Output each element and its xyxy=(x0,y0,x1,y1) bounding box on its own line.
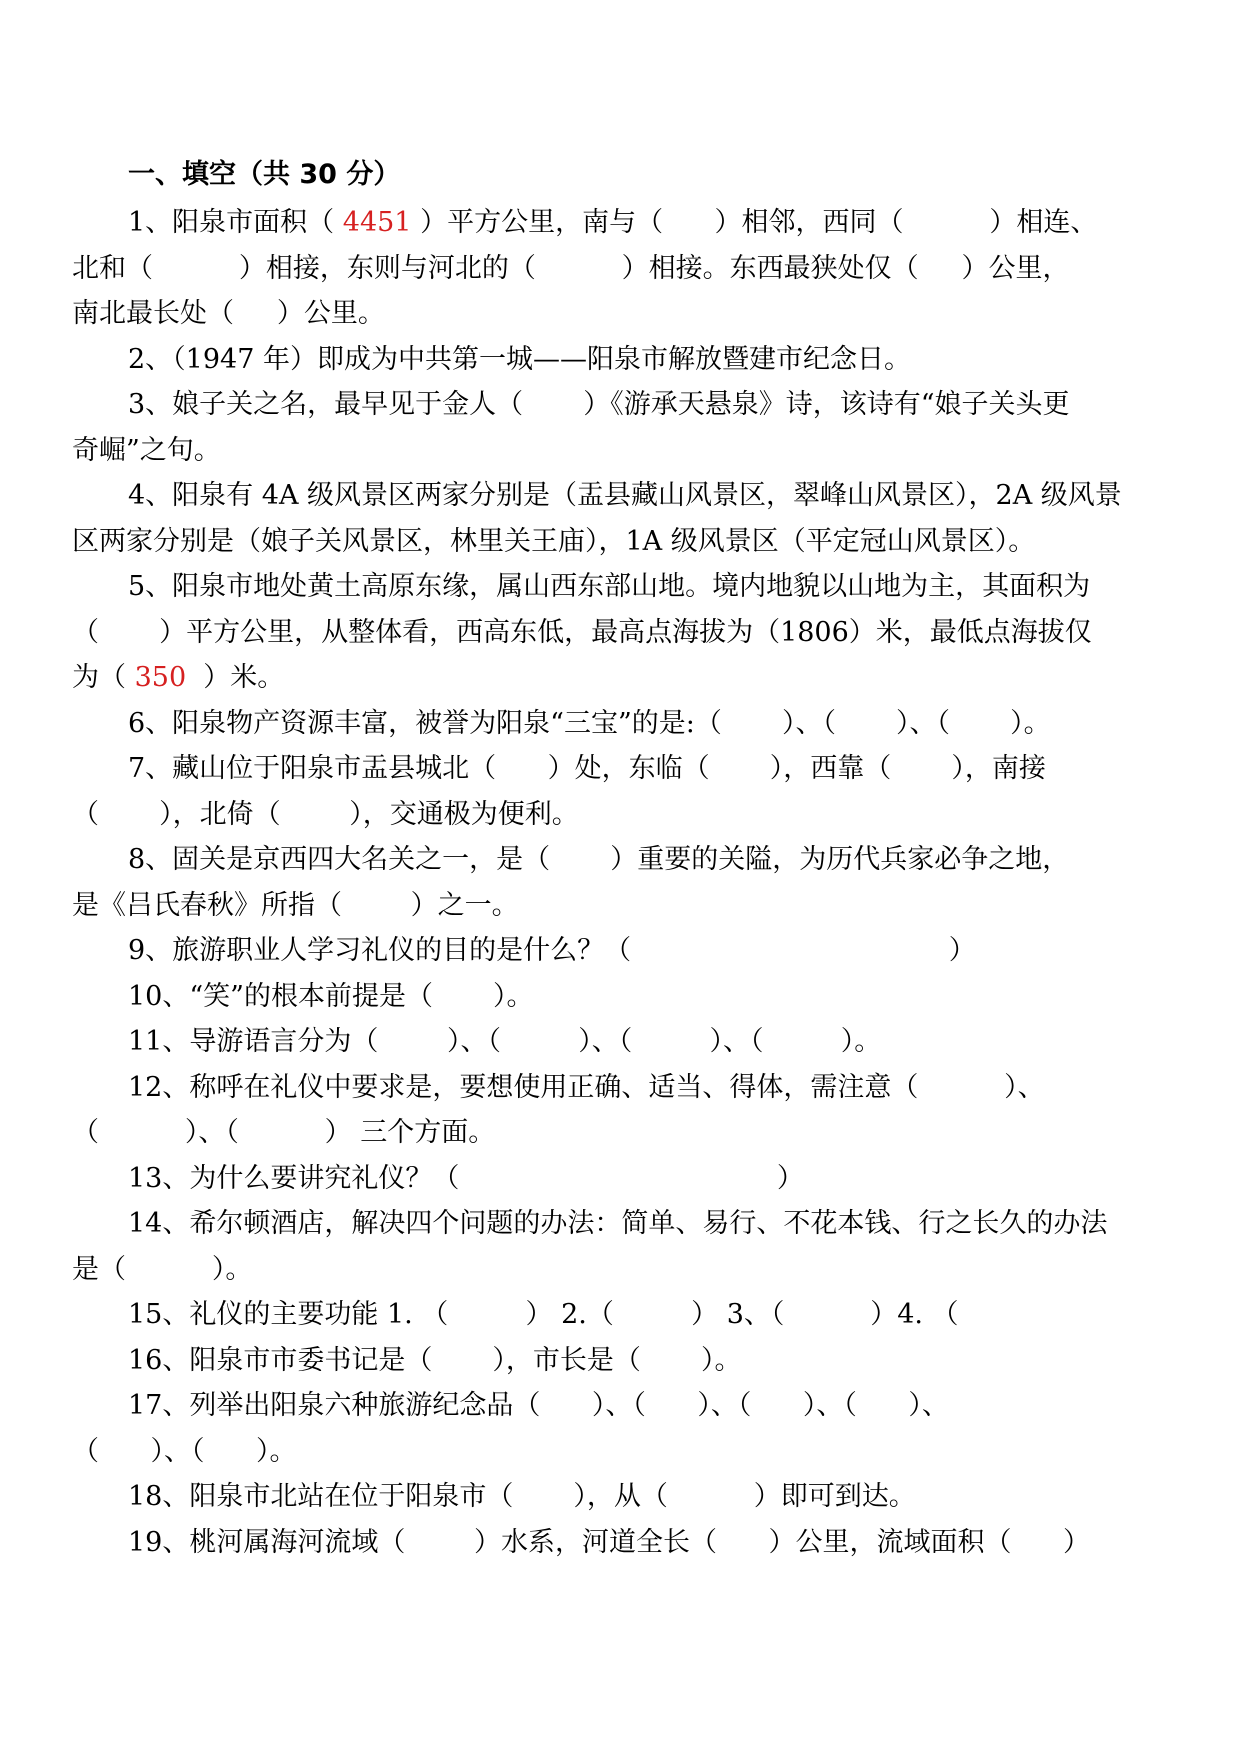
question-line xyxy=(72,473,1172,519)
question-text: 5、阳泉市地处黄土高原东缘，属山西东部山地。境内地貌以山地为主，其面积为 xyxy=(128,571,1091,602)
question-line xyxy=(72,1520,1172,1566)
question-text: （ ）平方公里，从整体看，西高东低，最高点海拔为（1806）米，最低点海拔仅 xyxy=(72,616,1092,648)
question-body xyxy=(72,200,1172,1565)
question-line xyxy=(72,382,1172,428)
filled-answer: 4451 xyxy=(342,207,412,238)
question-line xyxy=(72,746,1172,792)
question-line xyxy=(72,291,1172,337)
question-text: 6、阳泉物产资源丰富，被誉为阳泉“三宝”的是:（ ）、（ ）、（ ）。 xyxy=(128,707,1051,739)
question-line xyxy=(72,1019,1172,1065)
question-text: 16、阳泉市市委书记是（ ），市长是（ ）。 xyxy=(128,1344,742,1376)
question-text: 11、导游语言分为（ ）、（ ）、（ ）、（ ）。 xyxy=(128,1026,882,1057)
question-line xyxy=(72,610,1172,656)
question-text: 4、阳泉有 4A 级风景区两家分别是（盂县藏山风景区，翠峰山风景区），2A 级风景 xyxy=(128,480,1122,511)
question-line xyxy=(72,1247,1172,1293)
question-text: 13、为什么要讲究礼仪？（ ） xyxy=(128,1162,804,1194)
filled-answer: 350 xyxy=(134,662,187,693)
question-line xyxy=(72,246,1172,292)
question-line xyxy=(72,701,1172,747)
section-title: 一、填空（共 30 分） xyxy=(128,159,401,190)
question-text: 14、希尔顿酒店，解决四个问题的办法：简单、易行、不花本钱、行之长久的办法 xyxy=(128,1208,1108,1239)
question-line xyxy=(72,792,1172,838)
question-line xyxy=(72,655,1172,701)
question-line xyxy=(72,1110,1172,1156)
question-text: （ ）、（ ） 三个方面。 xyxy=(72,1117,496,1148)
question-text: 18、阳泉市北站在位于阳泉市（ ），从（ ）即可到达。 xyxy=(128,1481,916,1512)
question-line xyxy=(72,1201,1172,1247)
question-line xyxy=(72,1383,1172,1429)
question-line xyxy=(72,1065,1172,1111)
question-text: 7、藏山位于阳泉市盂县城北（ ）处，东临（ ），西靠（ ），南接 xyxy=(128,753,1046,784)
question-text: 15、礼仪的主要功能 1. （ ） 2.（ ） 3、（ ）4. （ xyxy=(128,1299,959,1330)
question-line xyxy=(72,428,1172,474)
question-line xyxy=(72,837,1172,883)
question-text: ）米。 xyxy=(186,662,285,693)
question-text: 南北最长处（ ）公里。 xyxy=(72,298,385,329)
question-line xyxy=(72,564,1172,610)
question-line xyxy=(72,1429,1172,1475)
question-line xyxy=(72,1292,1172,1338)
question-text: 12、称呼在礼仪中要求是，要想使用正确、适当、得体，需注意（ ）、 xyxy=(128,1071,1045,1103)
question-line xyxy=(72,519,1172,565)
question-line xyxy=(72,337,1172,383)
question-text: 9、旅游职业人学习礼仪的目的是什么？（ ） xyxy=(128,935,976,966)
question-text: （ ）、（ ）。 xyxy=(72,1435,297,1467)
question-text: 为（ xyxy=(72,662,135,693)
question-line xyxy=(72,928,1172,974)
question-text: 19、桃河属海河流域（ ）水系，河道全长（ ）公里，流域面积（ ） xyxy=(128,1526,1091,1558)
question-text: 是（ ）。 xyxy=(72,1253,253,1285)
question-text: 2、（1947 年）即成为中共第一城——阳泉市解放暨建市纪念日。 xyxy=(128,343,911,375)
question-text: 是《吕氏春秋》所指（ ）之一。 xyxy=(72,889,519,921)
question-text: ）平方公里，南与（ ）相邻，西同（ ）相连、 xyxy=(411,207,1098,238)
question-text: 10、“笑”的根本前提是（ ）。 xyxy=(128,980,534,1012)
question-line xyxy=(72,1338,1172,1384)
question-line xyxy=(72,1156,1172,1202)
question-line xyxy=(72,1474,1172,1520)
question-text: （ ），北倚（ ），交通极为便利。 xyxy=(72,798,579,830)
question-text: 8、固关是京西四大名关之一，是（ ）重要的关隘，为历代兵家必争之地， xyxy=(128,844,1070,875)
question-text: 3、娘子关之名，最早见于金人（ ）《游承天悬泉》诗，该诗有“娘子关头更 xyxy=(128,389,1070,420)
question-line xyxy=(72,200,1172,246)
question-text: 奇崛”之句。 xyxy=(72,434,221,466)
question-line xyxy=(72,883,1172,929)
question-line xyxy=(72,974,1172,1020)
question-text: 北和（ ）相接，东则与河北的（ ）相接。东西最狭处仅（ ）公里， xyxy=(72,252,1070,284)
question-text: 1、阳泉市面积（ xyxy=(128,207,343,238)
question-text: 区两家分别是（娘子关风景区，林里关王庙），1A 级风景区（平定冠山风景区）。 xyxy=(72,525,1036,557)
question-text: 17、列举出阳泉六种旅游纪念品（ ）、（ ）、（ ）、（ ）、 xyxy=(128,1390,949,1421)
